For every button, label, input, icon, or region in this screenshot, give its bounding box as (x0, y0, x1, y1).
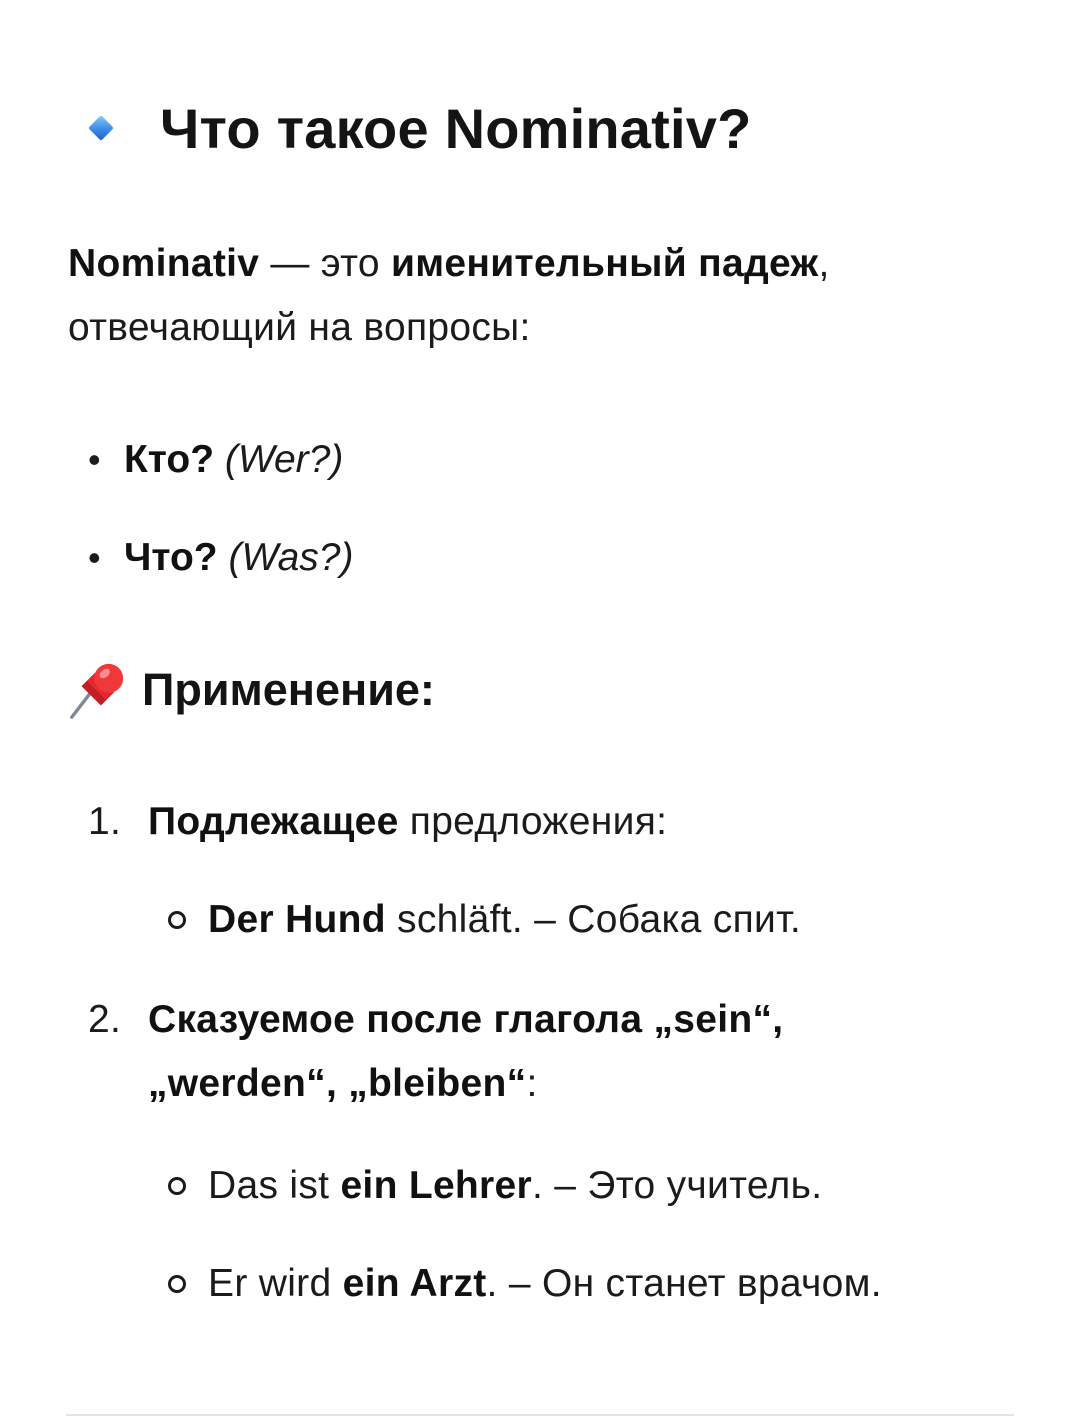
question-de: (Wer?) (224, 438, 344, 481)
example-post: schläft. – Собака спит. (385, 898, 802, 941)
usage-bold: Подлежащее (148, 800, 399, 843)
example-bold: ein Lehrer (340, 1164, 533, 1207)
intro-highlight: именительный падеж (391, 242, 819, 285)
example-item (168, 1252, 882, 1316)
circle-bullet-icon (168, 1177, 186, 1195)
page-title: Что такое Nominativ? (160, 96, 752, 160)
section-heading (88, 88, 751, 168)
bullet-marker: • (88, 439, 101, 480)
intro-dash: — это (259, 242, 391, 285)
intro-paragraph (68, 232, 1028, 360)
usage-rest: предложения: (398, 800, 668, 843)
usage-item (88, 790, 1048, 860)
example-pre: Er wird (208, 1262, 343, 1305)
question-de: (Was?) (228, 536, 354, 579)
example-pre: Das ist (208, 1164, 341, 1207)
small-blue-diamond-icon (88, 115, 113, 140)
pushpin-icon (66, 659, 128, 721)
example-item (168, 888, 801, 952)
intro-rest: , отвечающий на вопросы: (68, 242, 830, 349)
question-ru: Что? (124, 536, 218, 579)
question-ru: Кто? (124, 438, 215, 481)
divider (66, 1414, 1014, 1416)
example-item (168, 1154, 822, 1218)
usage-item (88, 988, 1048, 1118)
bullet-marker: • (88, 537, 101, 578)
circle-bullet-icon (168, 1275, 186, 1293)
example-post: . – Он станет врачом. (486, 1262, 882, 1305)
list-item (88, 425, 353, 523)
question-list (88, 425, 353, 621)
usage-heading (66, 655, 435, 725)
usage-rest: : (526, 1062, 538, 1105)
usage-number: 2. (88, 998, 122, 1041)
usage-title: Применение: (142, 664, 435, 715)
list-item (88, 523, 353, 621)
intro-term: Nominativ (68, 242, 260, 285)
usage-number: 1. (88, 800, 122, 843)
usage-bold: Сказуемое после глагола „sein“, „werden“, „bleiben“ (148, 998, 784, 1105)
circle-bullet-icon (168, 911, 186, 929)
example-bold: Der Hund (208, 898, 386, 941)
example-post: . – Это учитель. (532, 1164, 823, 1207)
example-bold: ein Arzt (342, 1262, 487, 1305)
